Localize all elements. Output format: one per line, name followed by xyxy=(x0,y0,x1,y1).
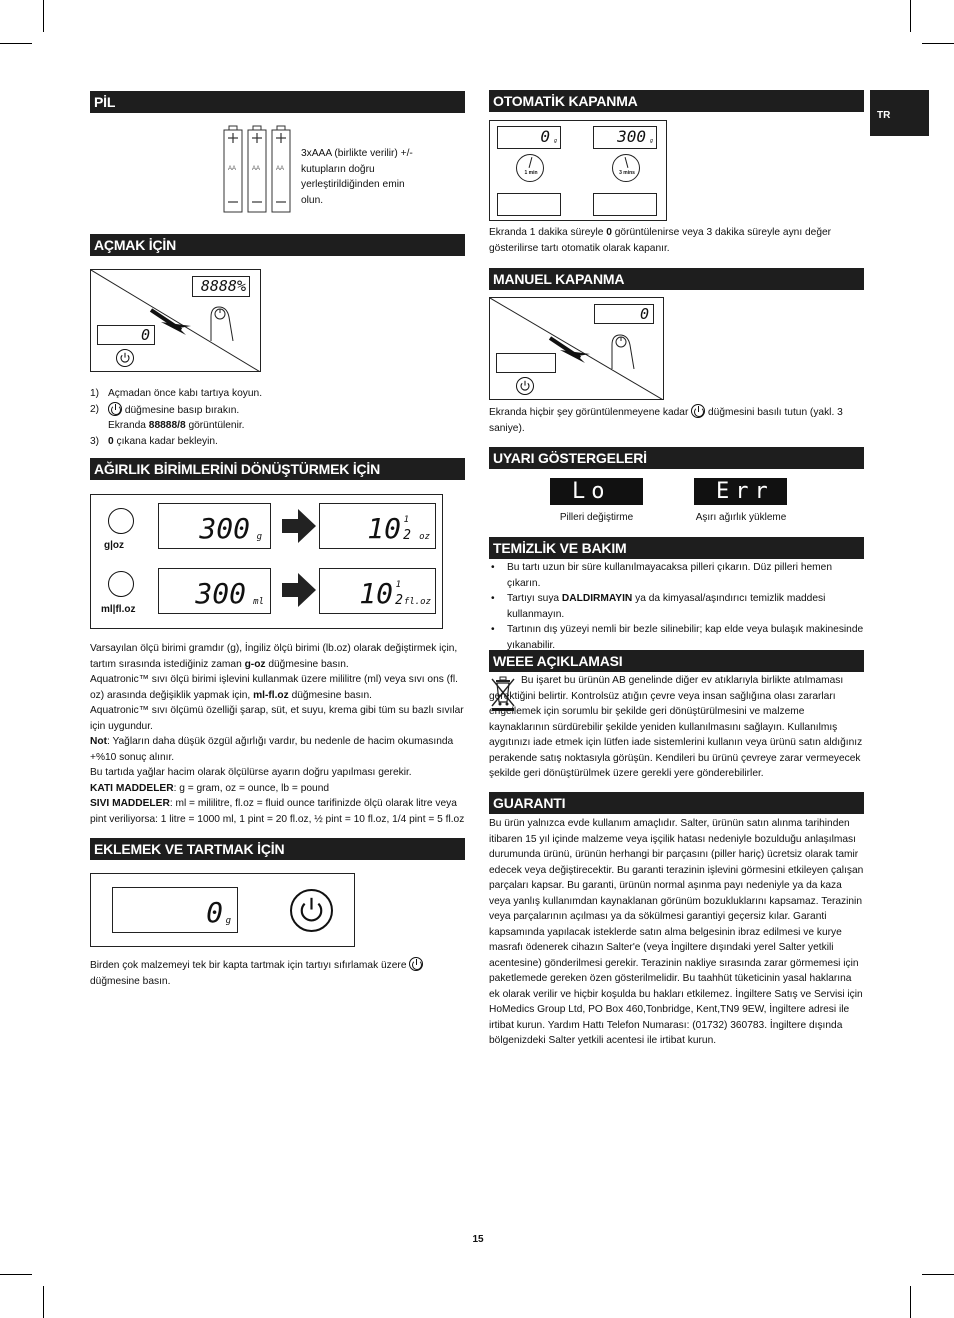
low-battery-display: Lo xyxy=(550,478,643,505)
ml-floz-button[interactable] xyxy=(108,571,134,597)
section-header-otomatik: OTOMATİK KAPANMA xyxy=(489,90,864,112)
cleaning-list xyxy=(489,560,864,653)
page-number: 15 xyxy=(472,1234,484,1245)
weee-text: Bu işaret bu ürünün AB genelinde diğer ev atıklarıyla birlikte atılmaması gerektiğini belirtir. Kontrolsüz atığın çevre veya insan sağlığına olası zararları engellemek için sorumlu bir şekilde geri dönüştürülmesini ve malzeme kaynaklarının sürdürebilir şekilde yeniden kullanılmasını sağlayın. Kullanılmış aygıtınızı iade etmek için lütfen iade sistemlerini kullanın veya ürünü satın aldığınız perakende satış noktasıyla görüşün. Kendileri bu ürünü çevreye zarar vermeyecek şekilde geri dönüştürülmek üzere gerekli yere gönderebilirler. xyxy=(489,675,863,779)
display-millilitres: 300 ml xyxy=(158,568,271,614)
battery-label: AA xyxy=(228,166,237,172)
power-icon xyxy=(108,402,122,416)
finger-icon xyxy=(207,303,237,341)
unit-conversion-text: Varsayılan ölçü birimi gramdır (g), İngiliz ölçü birimi (lb.oz) olarak değiştirmek için, tartım sırasında istediğiniz zaman g-oz düğmesine basın. Aquatronic™ sıvı ölçü birimi işlevini kullanmak üzere mililitre (ml) veya sıvı ons (fl. oz) arasında değişiklik yapmak için, ml-fl.oz düğmesine basın. Aquatronic™ sıvı ölçümü özelliği şarap, süt, et suyu, krema gibi tüm su bazlı sıvılar için uygundur. Not: Yağların daha düşük özgül ağırlığı vardır, bu nedenle de hacim okumasında +%10 sonuç alınır. Bu tartıda yağlar hacim olarak ölçülürse ayarın doğru yapılması gerekir. KATI MADDELER: g = gram, oz = ounce, lb = pound SIVI MADDELER: ml = mililitre, fl.oz = fluid ounce tarifinizde ölçü olarak litre veya pint veriliyorsa: 1 litre = 1000 ml, 1 pint = 20 fl.oz, ½ pint = 10 fl.oz, 1/4 pint = 5 fl.oz xyxy=(90,643,465,825)
power-icon xyxy=(691,404,705,418)
list-item: 1) Açmadan önce kabı tartıya koyun. xyxy=(90,388,263,399)
crop-mark xyxy=(0,43,32,44)
timer-icon: 1 min xyxy=(516,154,544,182)
tare-text: Birden çok malzemeyi tek bir kapta tartmak için tartıyı sıfırlamak üzere düğmesine basın. xyxy=(90,957,465,989)
g-oz-button[interactable] xyxy=(108,508,134,534)
section-header-manuel: MANUEL KAPANMA xyxy=(489,268,864,290)
arrow-right-icon xyxy=(282,509,316,543)
manual-off-display: 0 xyxy=(594,304,654,324)
auto-off-illustration xyxy=(489,120,667,221)
section-header-acmak: AÇMAK İÇİN xyxy=(90,234,465,256)
section-header-pil: PİL xyxy=(90,91,465,113)
manual-off-illustration xyxy=(489,297,664,400)
crop-mark xyxy=(43,1286,44,1318)
auto-off-display-2: 300 g xyxy=(593,126,657,149)
finger-icon xyxy=(608,331,638,369)
auto-off-blank-display xyxy=(593,193,657,216)
list-item: 2) düğmesine basıp bırakın. xyxy=(90,403,240,416)
tare-illustration xyxy=(90,873,355,947)
list-item: • Tartıyı suya DALDIRMAYIN ya da kimyasal/aşındırıcı temizlik maddesi kullanmayın. xyxy=(489,591,864,622)
crop-mark xyxy=(910,1286,911,1318)
guarantee-text: Bu ürün yalnızca evde kullanım amaçlıdır. Salter, ürünün satın alınma tarihinden itibaren 15 yıl içinde malzeme veya işçilik hatası nedeniyle bozulduğu anlaşılması durumunda ürünü, ürünün herhangi bir parçasını (piller hariç) ücretsiz olarak tamir edecek veya değiştirecektir. Bu garanti terazinin işlevini görmesini etkileyen çalışan parçaları kapsar. Bu garanti, ürünün normal aşınma payı nedeniyle ya da kaza veya yanlış kullanımdan kaynaklanan görünüm bozukluklarını kapsamaz. Terazinin veya parçalarının açılması ya da sökülmesi garantiyi geçersiz kılar. Garanti kapsamında yapılacak isteklerde satın alma belgesinin ibraz edilmesi ve kurye masrafı ödenerek cihazın Salter'e (veya İngiltere dışındaki yerel Salter yetkili acentesine) gönderilmesi gerekir. Terazinin nakliye sırasında zarar görmemesi için paketlemede gereken özen gösterilmelidir. Bu taahhüt tüketicinin yasal haklarına ek olarak verilir ve hiçbir koşulda bu hakları etkilemez. İngiltere Satış ve Servisi için HoMedics Group Ltd, PO Box 460,Tonbridge, Kent,TN9 9EW, İngiltere adresi ile irtibat kurun. Yardım Hattı Telefon Numarası: (01732) 360783. İngiltere dışında bölgenizdeki Salter yetkili acentesi ile irtibat kurun. xyxy=(489,818,864,1046)
power-on-illustration xyxy=(90,269,261,372)
overload-caption: Aşırı ağırlık yükleme xyxy=(695,512,787,523)
tare-power-button[interactable] xyxy=(290,889,333,932)
battery-instruction: 3xAAA (birlikte verilir) +/- kutupların doğru yerleştirildiğinden emin olun. xyxy=(301,148,413,206)
ml-floz-label: ml|fl.oz xyxy=(101,604,136,615)
list-item: 3) 0 çıkana kadar bekleyin. xyxy=(90,435,218,447)
tare-display: 0 g xyxy=(112,887,238,933)
unit-conversion-illustration xyxy=(90,494,443,629)
section-header-temizlik: TEMİZLİK VE BAKIM xyxy=(489,537,864,559)
power-on-steps xyxy=(90,386,470,449)
section-header-weee: WEEE AÇIKLAMASI xyxy=(489,650,864,672)
battery-illustration xyxy=(221,124,291,214)
section-header-uyari: UYARI GÖSTERGELERİ xyxy=(489,447,864,469)
list-item: • Tartının dış yüzeyi nemli bir bezle silinebilir; kap elde veya bulaşık makinesinde yıkanabilir. xyxy=(489,622,864,653)
crop-mark xyxy=(910,0,911,32)
list-item: • Bu tartı uzun bir süre kullanılmayacaksa pilleri çıkarın. Düz pilleri hemen çıkarın. xyxy=(489,560,864,591)
display-fluid-ounces: 10 1 2 fl.oz xyxy=(319,568,436,614)
overload-display: Err xyxy=(694,478,787,505)
section-header-birim: AĞIRLIK BİRİMLERİNİ DÖNÜŞTÜRMEK İÇİN xyxy=(90,458,465,480)
manual-off-text: Ekranda hiçbir şey görüntülenmeyene kadar düğmesini basılı tutun (yakl. 3 saniye). xyxy=(489,404,864,436)
display-ounces: 10 1 2 oz xyxy=(319,503,436,549)
auto-off-blank-display xyxy=(497,193,561,216)
timer-icon: 3 mins xyxy=(612,154,640,182)
power-button-icon[interactable] xyxy=(116,349,134,367)
list-item: Ekranda 88888/8 görüntülenir. xyxy=(108,420,245,431)
low-battery-caption: Pilleri değiştirme xyxy=(559,512,634,523)
section-header-eklemek: EKLEMEK VE TARTMAK İÇİN xyxy=(90,838,465,860)
crop-mark xyxy=(922,1274,954,1275)
language-tab: TR xyxy=(870,90,929,136)
auto-off-text: Ekranda 1 dakika süreyle 0 görüntülenirse veya 3 dakika süreyle aynı değer gösterilirse tartı otomatik olarak kapanır. xyxy=(489,227,832,254)
g-oz-label: g|oz xyxy=(104,540,125,551)
battery-label: AA xyxy=(276,166,285,172)
battery-label: AA xyxy=(252,166,261,172)
auto-off-display-1: 0 g xyxy=(497,126,561,149)
power-icon xyxy=(409,957,423,971)
manual-off-blank-display xyxy=(496,353,556,373)
section-header-guaranti: GUARANTI xyxy=(489,792,864,814)
power-button-icon[interactable] xyxy=(516,377,534,395)
full-display: 8888% xyxy=(192,276,250,297)
crop-mark xyxy=(43,0,44,32)
crop-mark xyxy=(922,43,954,44)
arrow-right-icon xyxy=(282,573,316,607)
display-grams: 300 g xyxy=(158,503,271,549)
zero-display: 0 xyxy=(97,325,155,345)
crop-mark xyxy=(0,1274,32,1275)
